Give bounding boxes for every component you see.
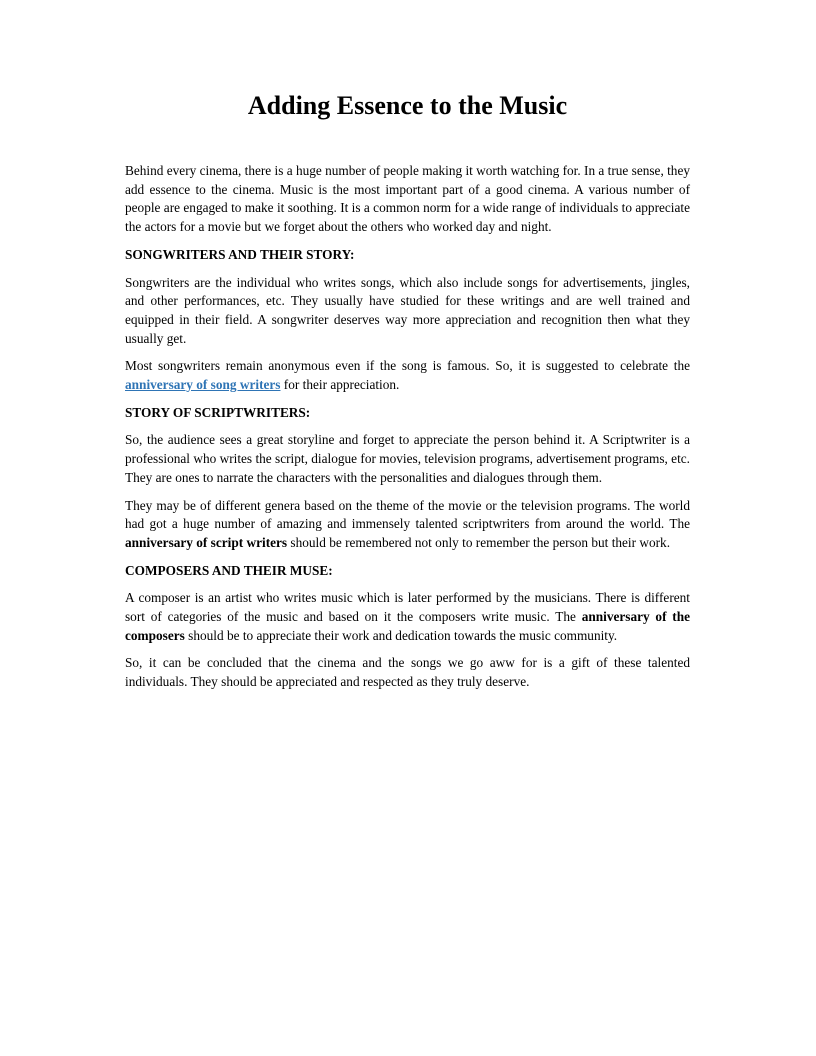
songwriters-paragraph-1: Songwriters are the individual who writes songs, which also include songs for advertisements, jingles, and other performances, etc. They usually have studied for these writings and are well trained and equipped in their field. A songwriter deserves way more appreciation and recognition then what they usually get. [125, 274, 690, 346]
composers-paragraph-1 [125, 589, 690, 645]
intro-paragraph: Behind every cinema, there is a huge number of people making it worth watching for. In a true sense, they add essence to the cinema. Music is the most important part of a good cinema. A various number of people are engaged to make it soothing. It is a common norm for a wide range of individuals to appreciate the actors for a movie but we forget about the others who worked day and night. [125, 163, 690, 235]
composers-heading: COMPOSERS AND THEIR MUSE: [125, 562, 333, 578]
conclusion-paragraph: So, it can be concluded that the cinema and the songs we go aww for is a gift of these talented individuals. They should be appreciated and respected as they truly deserve. [125, 655, 690, 690]
document-page [125, 88, 690, 701]
anniversary-of-the-composers-text: anniversary of the composers [125, 609, 690, 643]
songwriters-paragraph-2-end: for their appreciation. [280, 377, 400, 393]
scriptwriters-paragraph-1: So, the audience sees a great storyline and forget to appreciate the person behind it. A Scriptwriter is a professional who writes the script, dialogue for movies, television programs, advertisement programs, etc. They are ones to narrate the characters with the personalities and dialogues through them. [125, 432, 690, 485]
anniversary-of-song-writers-link[interactable]: anniversary of song writers [125, 377, 281, 393]
anniversary-of-script-writers-text: anniversary of script writers [125, 534, 288, 550]
songwriters-paragraph-2-start: Most songwriters remain anonymous even if the song is famous. So, it is suggested to celebrate the [125, 358, 690, 374]
scriptwriters-paragraph-2-start: They may be of different genera based on the theme of the movie or the television programs. The world had got a huge number of amazing and immensely talented scriptwriters from around the world. The [125, 497, 690, 532]
songwriters-paragraph-2 [125, 357, 690, 394]
scriptwriters-heading: STORY OF SCRIPTWRITERS: [125, 404, 311, 420]
scriptwriters-paragraph-2 [125, 497, 690, 553]
document-title: Adding Essence to the Music [247, 91, 568, 120]
songwriters-heading: SONGWRITERS AND THEIR STORY: [125, 246, 355, 262]
composers-paragraph-1-end: should be to appreciate their work and dedication towards the music community. [184, 627, 618, 643]
scriptwriters-paragraph-2-end: should be remembered not only to remember the person but their work. [287, 534, 671, 550]
composers-paragraph-1-start: A composer is an artist who writes music which is later performed by the musicians. There is different sort of categories of the music and based on it the composers write music. The [125, 590, 690, 625]
